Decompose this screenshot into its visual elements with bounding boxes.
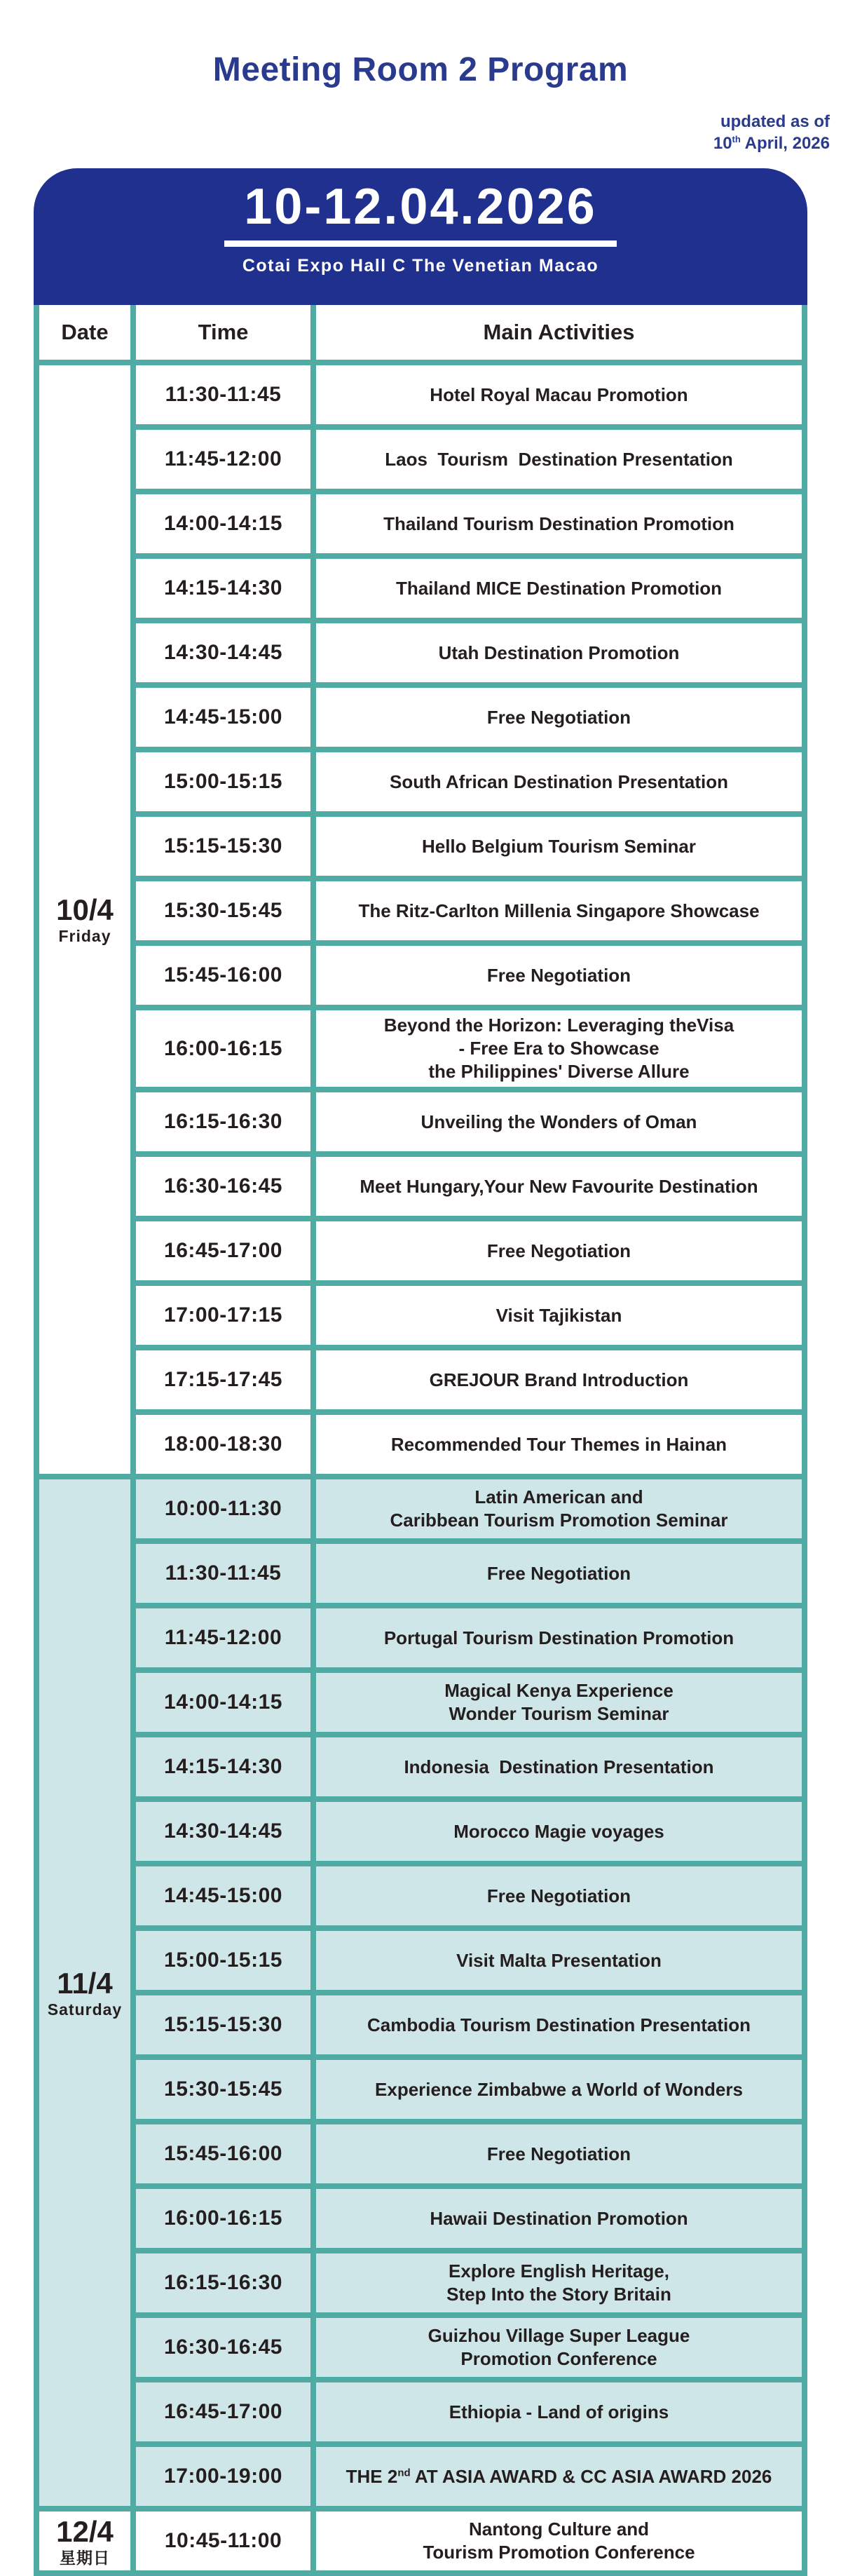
time-cell: 17:00-19:00: [136, 2447, 310, 2506]
page-title: Meeting Room 2 Program: [212, 51, 629, 88]
table-row: [39, 2511, 802, 2570]
table-row: [39, 1092, 802, 1151]
banner-underline: [224, 240, 617, 247]
time-cell: 16:45-17:00: [136, 2382, 310, 2441]
table-row: [39, 2382, 802, 2441]
time-cell: 16:15-16:30: [136, 2253, 310, 2312]
table-row: [39, 1995, 802, 2054]
activity-cell: THE 2nd AT ASIA AWARD & CC ASIA AWARD 2026: [316, 2447, 802, 2506]
date-day: 星期日: [60, 2548, 110, 2567]
activity-cell: Thailand MICE Destination Promotion: [316, 559, 802, 618]
activity-cell: Free Negotiation: [316, 2124, 802, 2183]
time-cell: 16:30-16:45: [136, 2318, 310, 2377]
time-cell: 15:15-15:30: [136, 817, 310, 876]
table-row: [39, 881, 802, 940]
table-row: [39, 430, 802, 489]
time-cell: 11:45-12:00: [136, 430, 310, 489]
date-cell: [39, 1479, 130, 2506]
date-number: 10/4: [56, 893, 114, 926]
activity-cell: Hello Belgium Tourism Seminar: [316, 817, 802, 876]
activity-cell: Meet Hungary,Your New Favourite Destination: [316, 1157, 802, 1216]
date-day: Saturday: [47, 2000, 123, 2019]
activity-cell: Free Negotiation: [316, 1221, 802, 1280]
table-row: [39, 1802, 802, 1861]
table-row: [39, 2189, 802, 2248]
table-row: [39, 1221, 802, 1280]
activity-cell: Laos Tourism Destination Presentation: [316, 430, 802, 489]
time-cell: 11:30-11:45: [136, 1544, 310, 1603]
activity-cell: Ethiopia - Land of origins: [316, 2382, 802, 2441]
program-table: [34, 299, 807, 2576]
col-header-date: Date: [39, 305, 130, 360]
time-cell: 15:45-16:00: [136, 2124, 310, 2183]
table-row: [39, 2447, 802, 2506]
table-row: [39, 688, 802, 747]
time-cell: 14:00-14:15: [136, 1673, 310, 1732]
time-cell: 14:00-14:15: [136, 494, 310, 553]
time-cell: 15:15-15:30: [136, 1995, 310, 2054]
activity-cell: Free Negotiation: [316, 688, 802, 747]
date-number: 12/4: [56, 2514, 114, 2548]
time-cell: 14:15-14:30: [136, 1737, 310, 1796]
table-row: [39, 1010, 802, 1087]
table-row: [39, 1544, 802, 1603]
activity-cell: Experience Zimbabwe a World of Wonders: [316, 2060, 802, 2119]
activity-cell: Latin American and Caribbean Tourism Promotion Seminar: [316, 1479, 802, 1538]
activity-cell: Utah Destination Promotion: [316, 623, 802, 682]
activity-cell: Hotel Royal Macau Promotion: [316, 365, 802, 424]
activity-cell: Nantong Culture and Tourism Promotion Conference: [316, 2511, 802, 2570]
time-cell: 14:15-14:30: [136, 559, 310, 618]
date-number: 11/4: [57, 1966, 113, 2000]
date-cell: [39, 365, 130, 1474]
banner-venue: Cotai Expo Hall C The Venetian Macao: [242, 256, 599, 276]
time-cell: 14:30-14:45: [136, 623, 310, 682]
activity-cell: Cambodia Tourism Destination Presentation: [316, 1995, 802, 2054]
col-header-activities: Main Activities: [316, 305, 802, 360]
time-cell: 17:15-17:45: [136, 1350, 310, 1409]
activity-cell: Free Negotiation: [316, 1866, 802, 1925]
time-cell: 11:45-12:00: [136, 1608, 310, 1667]
activity-cell: Free Negotiation: [316, 946, 802, 1005]
activity-cell: Magical Kenya Experience Wonder Tourism Seminar: [316, 1673, 802, 1732]
time-cell: 10:00-11:30: [136, 1479, 310, 1538]
col-header-time: Time: [136, 305, 310, 360]
activity-cell: Guizhou Village Super League Promotion Conference: [316, 2318, 802, 2377]
table-row: [39, 559, 802, 618]
table-row: [39, 365, 802, 424]
time-cell: 15:00-15:15: [136, 752, 310, 811]
time-cell: 15:30-15:45: [136, 881, 310, 940]
table-row: [39, 2318, 802, 2377]
table-row: [39, 1931, 802, 1990]
time-cell: 17:00-17:15: [136, 1286, 310, 1345]
activity-cell: Portugal Tourism Destination Promotion: [316, 1608, 802, 1667]
time-cell: 15:45-16:00: [136, 946, 310, 1005]
table-row: [39, 2253, 802, 2312]
time-cell: 16:00-16:15: [136, 1010, 310, 1087]
date-day: Friday: [58, 927, 111, 945]
event-banner: [34, 168, 807, 305]
activity-cell: Visit Malta Presentation: [316, 1931, 802, 1990]
activity-cell: Thailand Tourism Destination Promotion: [316, 494, 802, 553]
activity-cell: Visit Tajikistan: [316, 1286, 802, 1345]
table-row: [39, 1673, 802, 1732]
table-row: [39, 494, 802, 553]
updated-note: [0, 111, 841, 154]
updated-date: 10th April, 2026: [713, 134, 830, 153]
time-cell: 16:30-16:45: [136, 1157, 310, 1216]
time-cell: 16:15-16:30: [136, 1092, 310, 1151]
table-row: [39, 1350, 802, 1409]
time-cell: 14:30-14:45: [136, 1802, 310, 1861]
activity-cell: Indonesia Destination Presentation: [316, 1737, 802, 1796]
activity-cell: The Ritz-Carlton Millenia Singapore Showcase: [316, 881, 802, 940]
time-cell: 16:45-17:00: [136, 1221, 310, 1280]
table-row: [39, 1286, 802, 1345]
table-row: [39, 752, 802, 811]
time-cell: 15:30-15:45: [136, 2060, 310, 2119]
time-cell: 10:45-11:00: [136, 2511, 310, 2570]
table-row: [39, 1737, 802, 1796]
table-row: [39, 623, 802, 682]
time-cell: 14:45-15:00: [136, 1866, 310, 1925]
table-row: [39, 2060, 802, 2119]
updated-line1: updated as of: [720, 112, 830, 131]
activity-cell: Hawaii Destination Promotion: [316, 2189, 802, 2248]
table-row: [39, 1157, 802, 1216]
activity-cell: Recommended Tour Themes in Hainan: [316, 1415, 802, 1474]
time-cell: 16:00-16:15: [136, 2189, 310, 2248]
table-row: [39, 817, 802, 876]
activity-cell: Unveiling the Wonders of Oman: [316, 1092, 802, 1151]
table-row: [39, 1415, 802, 1474]
table-row: [39, 1479, 802, 1538]
table-header-row: [39, 305, 802, 360]
time-cell: 11:30-11:45: [136, 365, 310, 424]
activity-cell: Morocco Magie voyages: [316, 1802, 802, 1861]
table-row: [39, 1866, 802, 1925]
time-cell: 15:00-15:15: [136, 1931, 310, 1990]
table-row: [39, 2124, 802, 2183]
date-cell: [39, 2511, 130, 2570]
time-cell: 14:45-15:00: [136, 688, 310, 747]
activity-cell: Beyond the Horizon: Leveraging theVisa - Free Era to Showcase the Philippines' Diverse Allure: [316, 1010, 802, 1087]
activity-cell: South African Destination Presentation: [316, 752, 802, 811]
program-table-body: [39, 365, 802, 2570]
activity-cell: Free Negotiation: [316, 1544, 802, 1603]
time-cell: 18:00-18:30: [136, 1415, 310, 1474]
banner-date-range: 10-12.04.2026: [244, 179, 597, 235]
table-row: [39, 1608, 802, 1667]
table-row: [39, 946, 802, 1005]
activity-cell: GREJOUR Brand Introduction: [316, 1350, 802, 1409]
activity-cell: Explore English Heritage, Step Into the Story Britain: [316, 2253, 802, 2312]
